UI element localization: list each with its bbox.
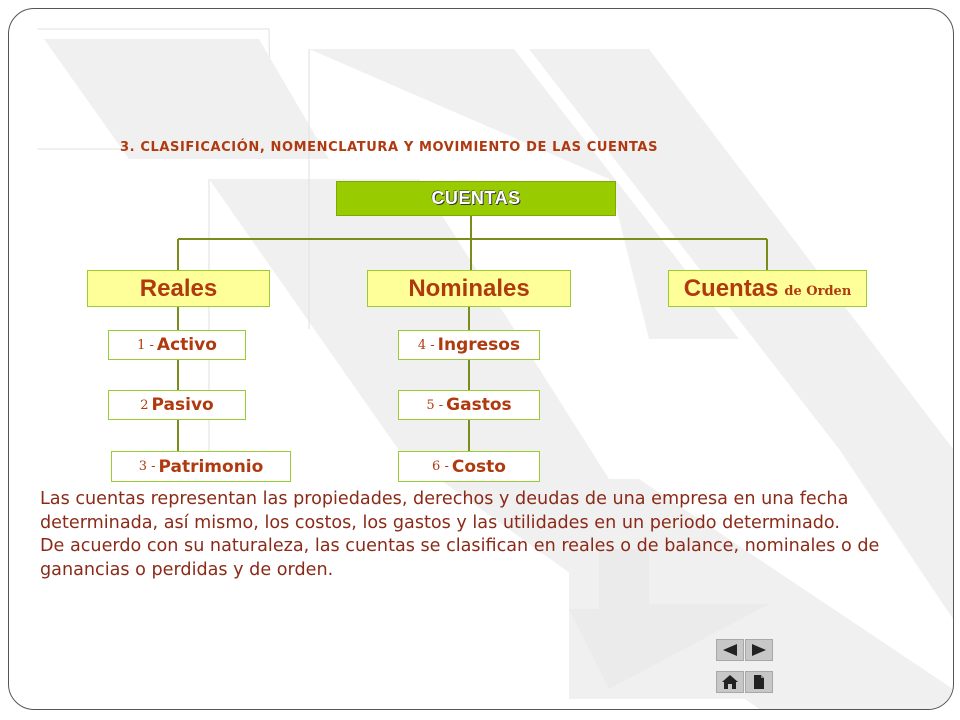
account-label: Activo xyxy=(156,335,217,355)
account-label: Costo xyxy=(451,456,506,477)
body-text xyxy=(40,488,920,582)
account-patrimonio xyxy=(111,451,291,482)
triangle-right-icon xyxy=(750,643,768,657)
triangle-left-icon xyxy=(721,643,739,657)
previous-slide-button[interactable] xyxy=(716,639,744,661)
account-number: 5 - xyxy=(426,397,444,413)
account-activo xyxy=(108,330,246,360)
next-slide-button[interactable] xyxy=(745,639,773,661)
slide-title-number: 3. xyxy=(120,140,136,155)
account-number: 2 xyxy=(140,397,149,413)
account-label: Ingresos xyxy=(437,335,521,355)
slide-title-text: CLASIFICACIÓN, NOMENCLATURA Y MOVIMIENTO DE LAS CUENTAS xyxy=(140,140,659,155)
category-reales xyxy=(87,270,270,307)
category-cuentas-de-orden xyxy=(668,270,867,307)
account-number: 4 - xyxy=(417,337,435,353)
account-ingresos xyxy=(398,330,540,360)
category-nominales xyxy=(367,270,571,307)
account-number: 3 - xyxy=(138,459,156,474)
category-nominales-label: Nominales xyxy=(408,274,530,302)
category-orden-suffix: de Orden xyxy=(784,284,852,299)
home-button[interactable] xyxy=(716,671,744,693)
account-label: Gastos xyxy=(446,395,512,415)
document-icon xyxy=(752,674,766,690)
account-label: Pasivo xyxy=(151,395,214,415)
account-label: Patrimonio xyxy=(158,456,264,477)
home-icon xyxy=(721,674,739,690)
root-node-label: CUENTAS xyxy=(431,188,521,208)
account-costo xyxy=(398,451,540,482)
body-paragraph-2: De acuerdo con su naturaleza, las cuentas se clasifican en reales o de balance, nominales o de ganancias o perdidas y de orden. xyxy=(40,536,880,580)
category-orden-label: Cuentas xyxy=(683,274,779,302)
category-reales-label: Reales xyxy=(139,274,218,302)
page-button[interactable] xyxy=(745,671,773,693)
account-gastos xyxy=(398,390,540,420)
account-number: 1 - xyxy=(137,337,154,353)
body-paragraph-1: Las cuentas representan las propiedades, derechos y deudas de una empresa en una fecha determinada, así mismo, los costos, los gastos y las utilidades en un periodo determinado. xyxy=(40,489,849,533)
account-number: 6 - xyxy=(432,459,449,474)
account-pasivo xyxy=(108,390,246,420)
root-node-cuentas xyxy=(336,181,616,216)
